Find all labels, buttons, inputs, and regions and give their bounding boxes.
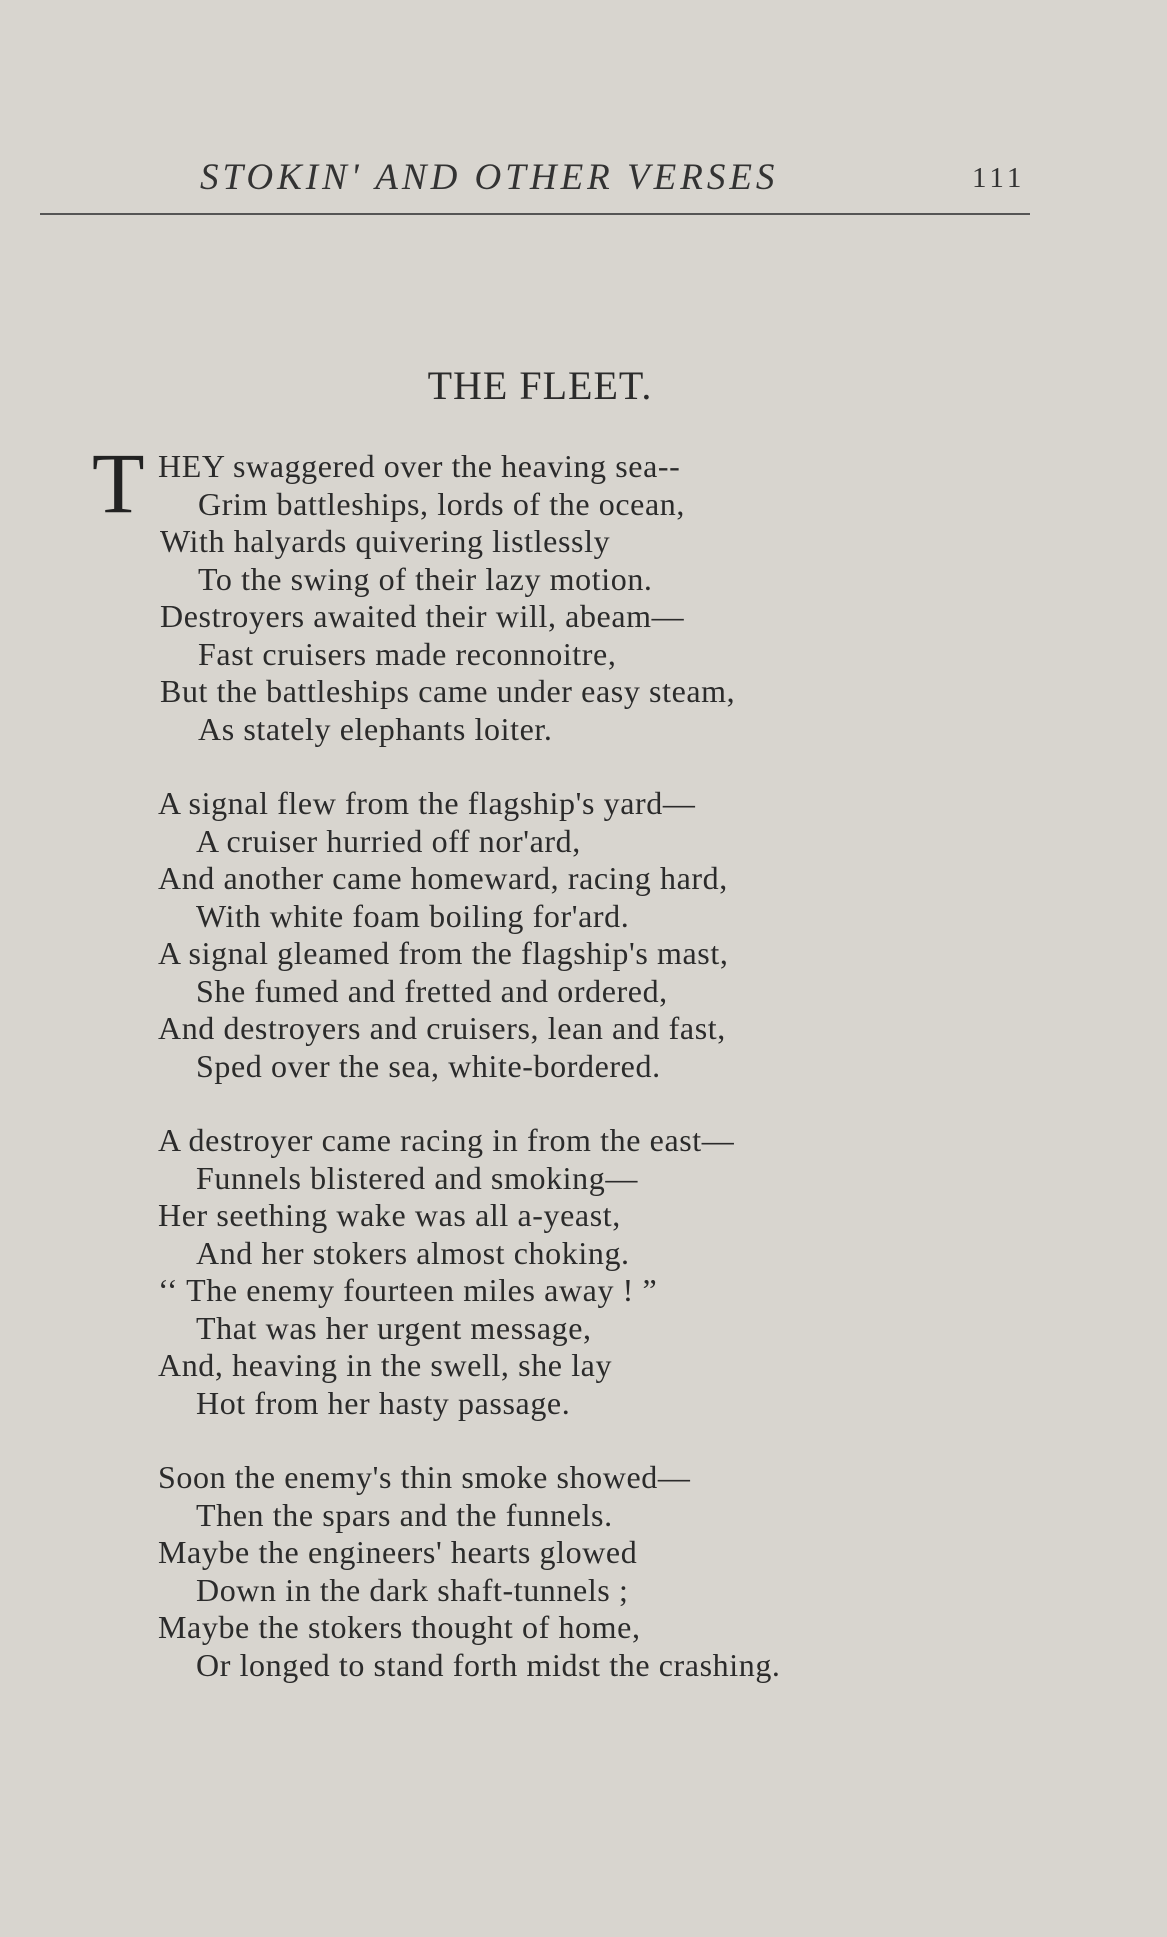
poem-line: Down in the dark shaft-tunnels ; xyxy=(196,1571,629,1608)
poem-title: THE FLEET. xyxy=(427,363,653,408)
poem-line: As stately elephants loiter. xyxy=(198,710,553,747)
poem-line-1 xyxy=(158,448,1058,486)
poem-line: A cruiser hurried off nor'ard, xyxy=(196,822,581,859)
poem-line: ‘‘ The enemy fourteen miles away ! ” xyxy=(158,1272,658,1308)
stanza-4 xyxy=(158,1459,1058,1684)
poem-line: A signal flew from the flagship's yard— xyxy=(158,785,696,821)
poem-line: Maybe the stokers thought of home, xyxy=(158,1609,641,1645)
poem-line: And, heaving in the swell, she lay xyxy=(158,1347,613,1383)
poem-line: Soon the enemy's thin smoke showed— xyxy=(158,1459,691,1495)
poem-line: Hot from her hasty passage. xyxy=(196,1384,571,1421)
poem-line: With halyards quivering listlessly xyxy=(160,523,611,559)
poem-line: And her stokers almost choking. xyxy=(196,1234,630,1271)
poem-line: Destroyers awaited their will, abeam— xyxy=(160,598,685,634)
poem-line: Or longed to stand forth midst the crashing. xyxy=(196,1646,781,1683)
poem-line: And destroyers and cruisers, lean and fast, xyxy=(158,1010,726,1046)
poem-line: Grim battleships, lords of the ocean, xyxy=(198,485,685,522)
page-number: 111 xyxy=(972,162,1026,194)
poem-line: But the battleships came under easy steam, xyxy=(160,673,736,709)
poem-line: Fast cruisers made reconnoitre, xyxy=(198,635,617,672)
poem-line: To the swing of their lazy motion. xyxy=(198,560,653,597)
poem-line: Then the spars and the funnels. xyxy=(196,1496,613,1533)
poem-line: Sped over the sea, white-bordered. xyxy=(196,1047,661,1084)
poem-line: And another came homeward, racing hard, xyxy=(158,860,728,896)
poem-line: She fumed and fretted and ordered, xyxy=(196,972,668,1009)
poem-line: Funnels blistered and smoking— xyxy=(196,1159,638,1196)
header-rule xyxy=(40,213,1030,215)
poem-line: Maybe the engineers' hearts glowed xyxy=(158,1534,638,1570)
drop-cap: T xyxy=(92,435,145,531)
poem-line: Her seething wake was all a-yeast, xyxy=(158,1197,621,1233)
poem-line: A signal gleamed from the flagship's mast, xyxy=(158,935,729,971)
stanza-2 xyxy=(158,785,1058,1085)
first-line-text: HEY swaggered over the heaving sea-- xyxy=(158,448,681,484)
poem-body xyxy=(158,448,1058,1684)
running-head: STOKIN' AND OTHER VERSES xyxy=(200,157,779,198)
stanza-3 xyxy=(158,1122,1058,1422)
poem-line: With white foam boiling for'ard. xyxy=(196,897,630,934)
poem-line: A destroyer came racing in from the east— xyxy=(158,1122,735,1158)
poem-line: That was her urgent message, xyxy=(196,1309,592,1346)
stanza-1 xyxy=(158,448,1058,748)
